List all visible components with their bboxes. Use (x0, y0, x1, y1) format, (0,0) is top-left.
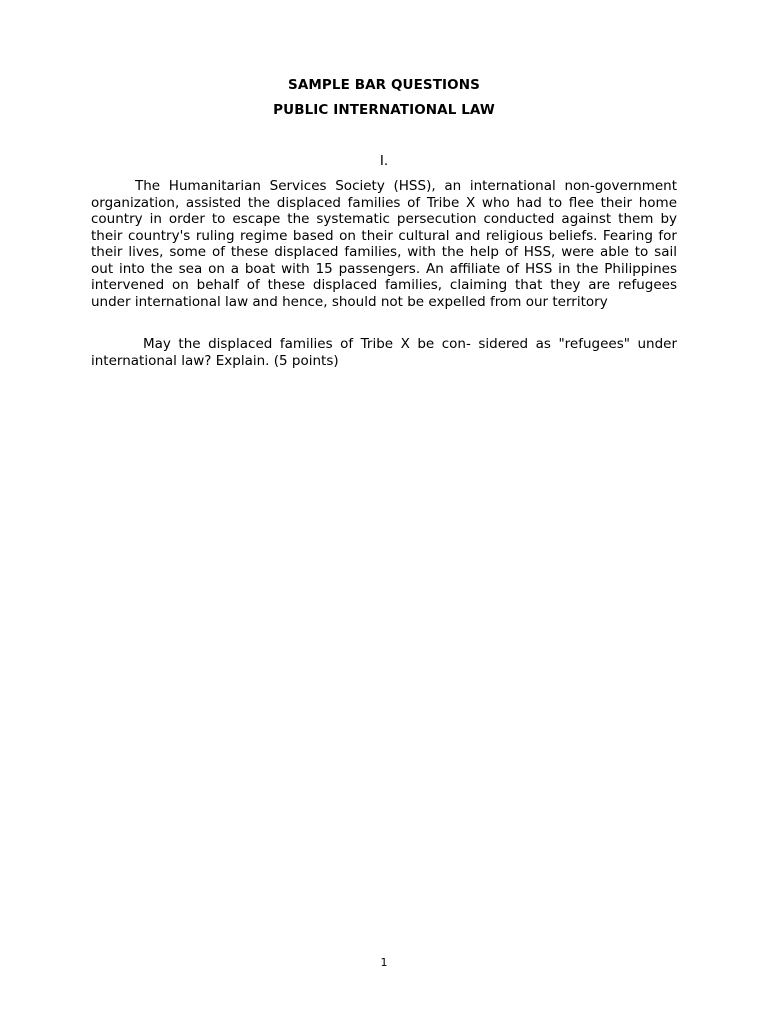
document-title: SAMPLE BAR QUESTIONS (288, 77, 480, 93)
section-number: I. (379, 153, 389, 169)
document-subtitle: PUBLIC INTERNATIONAL LAW (273, 102, 495, 118)
fact-paragraph: The Humanitarian Services Society (HSS), an international non-government organization, assisted the displaced families of Tribe X who had to flee their home country in order to escape the systematic persecution conducted against them by their country's ruling regime based on their cultural and religious beliefs. Fearing for their lives, some of these displaced families, with the help of HSS, were able to sail out into the sea on a boat with 15 passengers. An affiliate of HSS in the Philippines intervened on behalf of these displaced families, claiming that they are refugees under international law and hence, should not be expelled from our territory (91, 178, 677, 310)
page-number: 1 (380, 956, 388, 969)
question-paragraph: May the displaced families of Tribe X be con- sidered as "refugees" under international law? Explain. (5 points) (91, 336, 677, 369)
